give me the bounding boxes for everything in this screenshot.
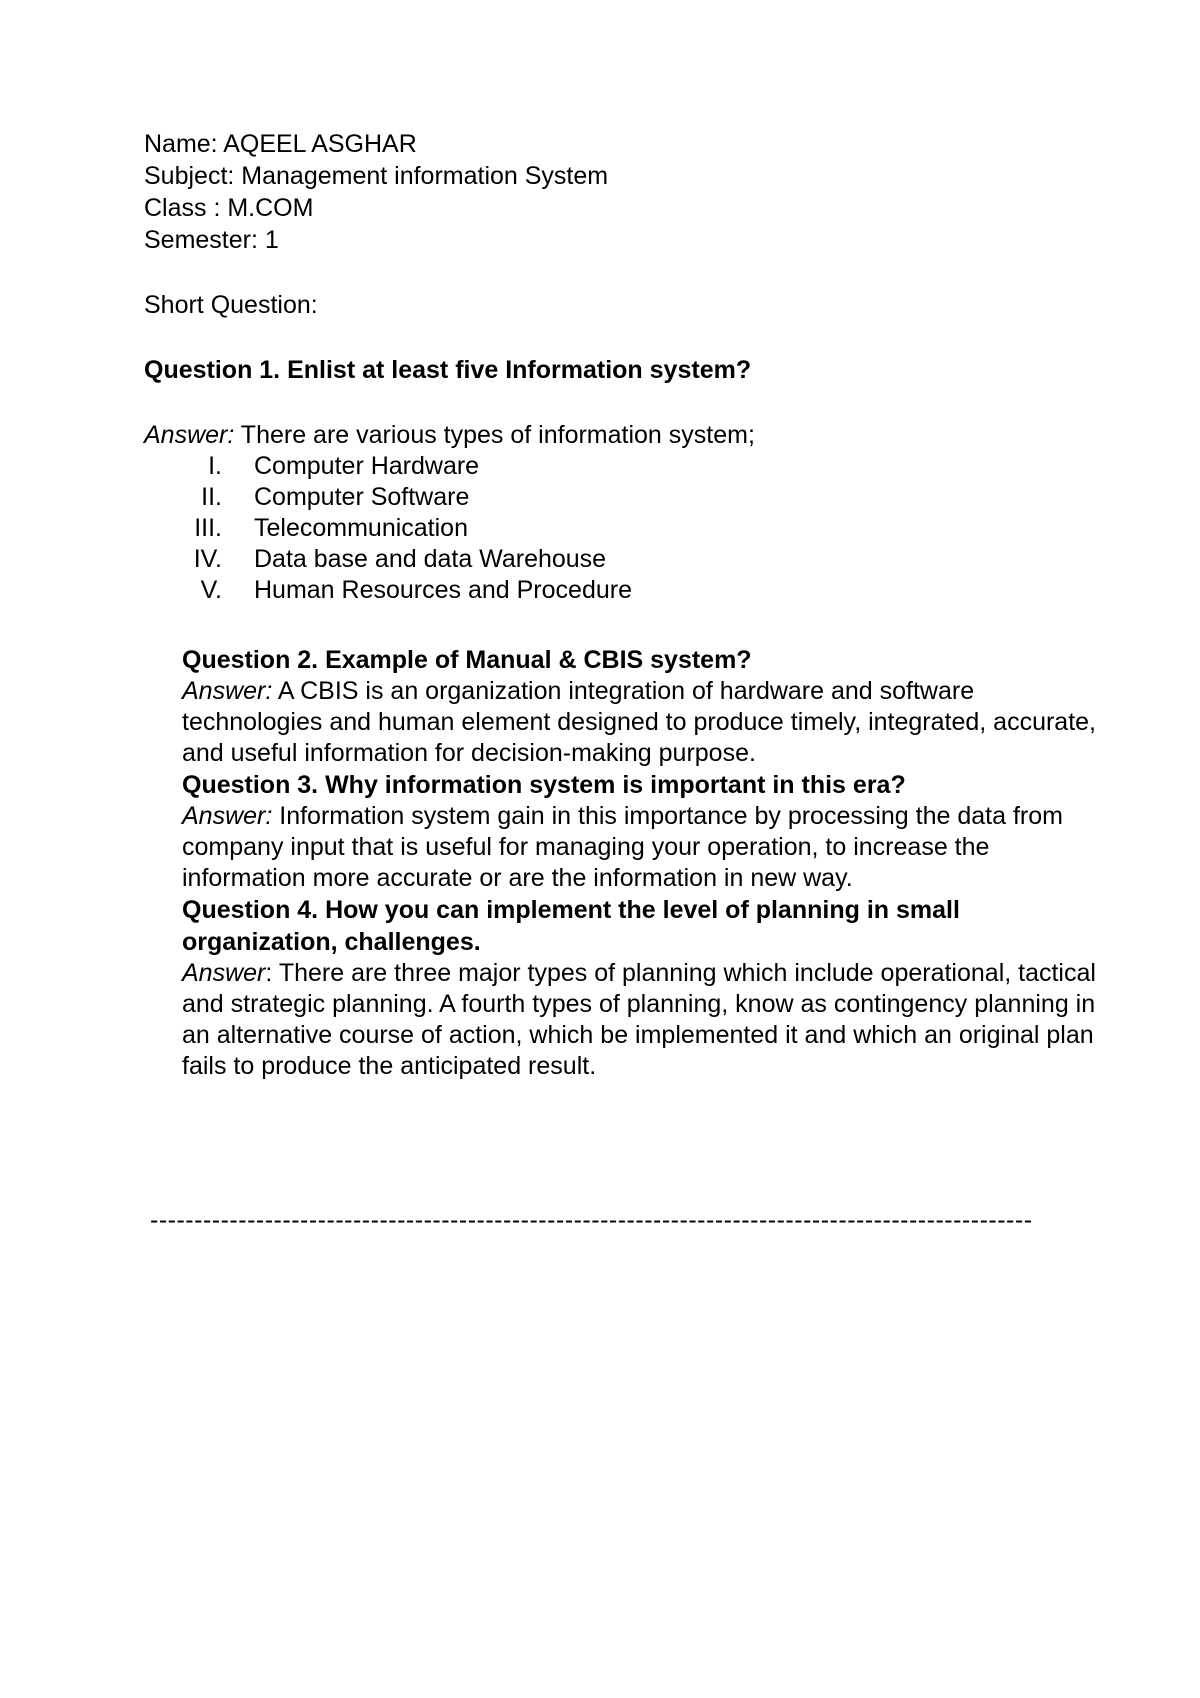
list-item-number: IV.: [193, 545, 222, 573]
list-item-text: Computer Hardware: [254, 452, 480, 480]
list-item-number: V.: [200, 576, 222, 604]
short-question-label: Short Question:: [144, 291, 318, 319]
question-2-answer: [182, 676, 1102, 769]
answer-text: A CBIS is an organization integration of hardware and software technologies and human element designed to produce timely, integrated, accurate, and useful information for decision-making purpose.: [182, 677, 1097, 767]
class-line: Class : M.COM: [144, 194, 314, 222]
question-2-title: Question 2. Example of Manual & CBIS system?: [182, 646, 752, 674]
answer-label: Answer:: [144, 421, 235, 449]
question-3-answer: [182, 801, 1102, 894]
semester-line: Semester: 1: [144, 226, 279, 254]
answer-text: Information system gain in this importance by processing the data from company input that is useful for managing your operation, to increase the information more accurate or are the information in new way.: [182, 802, 1063, 892]
question-3-title: Question 3. Why information system is important in this era?: [182, 771, 906, 799]
subject-line: Subject: Management information System: [144, 162, 609, 190]
list-item-text: Telecommunication: [254, 514, 468, 542]
question-1-title: Question 1. Enlist at least five Information system?: [144, 356, 752, 384]
questions-block: [182, 644, 1102, 1082]
answer-text: : There are three major types of planning which include operational, tactical and strategic planning. A fourth types of planning, know as contingency planning in an alternative course of action, which be implemented it and which an original plan fails to produce the anticipated result.: [182, 959, 1096, 1080]
list-item-number: I.: [208, 452, 222, 480]
document-header: [144, 128, 608, 256]
list-item-number: III.: [194, 514, 222, 542]
question-4-answer: [182, 958, 1102, 1082]
list-item-text: Data base and data Warehouse: [254, 545, 607, 573]
answer-label: Answer: [182, 959, 266, 987]
list-item-text: Human Resources and Procedure: [254, 576, 632, 604]
answer-label: Answer:: [182, 677, 273, 705]
list-item-text: Computer Software: [254, 483, 470, 511]
dashed-divider: ----------------------------------------------------------------------------------------------------: [150, 1206, 1033, 1234]
question-4-title: Question 4. How you can implement the level of planning in small organization, challenges.: [182, 896, 960, 956]
list-item-number: II.: [201, 483, 222, 511]
question-1-answer: [144, 419, 755, 451]
answer-label: Answer:: [182, 802, 273, 830]
answer-text: There are various types of information system;: [234, 421, 755, 449]
student-name: Name: AQEEL ASGHAR: [144, 130, 417, 158]
